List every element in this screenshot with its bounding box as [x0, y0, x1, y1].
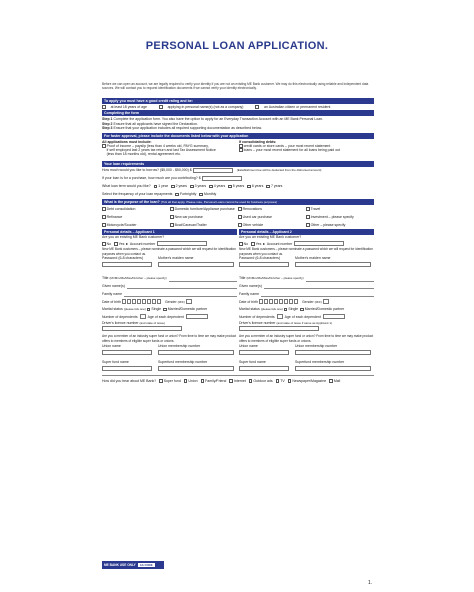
hear-super-checkbox[interactable] — [159, 379, 163, 383]
purpose-motorcycle-label: Motorcycle/Scooter — [106, 222, 137, 227]
applicant-2-gender-input[interactable] — [323, 299, 329, 304]
hear-newspaper-checkbox[interactable] — [288, 379, 292, 383]
contribution-amount-input[interactable] — [202, 176, 242, 181]
hear-mail-checkbox[interactable] — [329, 379, 333, 383]
applicant-1-super-no-label: Superfund membership number — [158, 359, 208, 364]
purpose-boat-checkbox[interactable] — [170, 223, 174, 227]
applicant-1-dependents-input[interactable] — [140, 314, 146, 319]
borrow-label: How much would you like to borrow? ($5,000 - $50,000) — [102, 168, 189, 173]
applicant-1-no-label: No — [106, 241, 112, 246]
income-proof-line-1: Proof of income – payslip (less than 4 weeks old, PAYG summary, — [106, 143, 209, 148]
income-proof-line-2: if self employed last 2 years tax return and last Tax Assessment Notice — [106, 147, 216, 152]
applicant-2-licence-label: Driver's licence number — [239, 321, 276, 326]
applicant-1-new-note: New ME Bank customers – please nominate a password which we will request for identification purposes when you contact us. — [102, 247, 236, 256]
applicant-2-dependents-input[interactable] — [277, 314, 283, 319]
steps-list — [102, 116, 374, 132]
applicant-2-yes-checkbox[interactable] — [251, 242, 255, 246]
applicant-2-oldest-label: Age of each dependent — [284, 314, 321, 319]
documents-left — [102, 140, 237, 159]
applicant-1-family-label: Family name — [102, 291, 123, 296]
hear-super-label: Super fund — [163, 378, 181, 383]
hear-outdoor-checkbox[interactable] — [249, 379, 253, 383]
office-use-label: ME BANK USE ONLY — [104, 563, 136, 567]
applicant-2-family-label: Family name — [239, 291, 260, 296]
hear-outdoor-label: Outdoor ads — [253, 378, 273, 383]
applicant-2-union-question: Are you a member of an industry super fund or union? From time to time we may make product offers to members of eligible super funds or unions. — [239, 334, 374, 343]
term-6-label: 6 years — [251, 184, 264, 189]
applicant-1-union-no-label: Union membership number — [158, 343, 201, 348]
fortnightly-checkbox[interactable] — [175, 193, 179, 197]
loan-statement-checkbox[interactable] — [239, 148, 243, 152]
applicant-1-title-input[interactable] — [169, 275, 237, 282]
applicant-1-dob-label: Date of birth — [102, 299, 122, 304]
applicant-2-married-checkbox[interactable] — [300, 308, 304, 312]
personal-name-checkbox[interactable] — [159, 105, 163, 109]
applicant-1-yes-label: Yes — [118, 241, 125, 246]
office-code[interactable]: AA CODE — [139, 563, 153, 567]
term-2-label: 2 years — [175, 184, 188, 189]
term-4-checkbox[interactable] — [209, 185, 213, 189]
applicant-2-given-label: Given name(s) — [239, 283, 262, 288]
applicant-2-maiden-label: Mother's maiden name — [295, 256, 331, 261]
applicant-1-oldest-input[interactable] — [186, 314, 208, 319]
applicant-2-family-input[interactable] — [261, 290, 374, 297]
borrow-currency: $ — [189, 168, 192, 173]
applicant-2-union-no-input[interactable] — [295, 350, 371, 355]
frequency-label: Select the frequency of your loan repayments — [102, 192, 173, 197]
applicant-2-marital-label: Marital status — [239, 307, 260, 312]
intro-text: Before we can open an account, we are legally required to verify your identity if you are not an existing ME Bank customer. We may do this electronically using reliable and independent data sources. We will contact you to request identification documents if we cannot verify your identity electronically. — [102, 82, 369, 91]
applicant-2: Personal details – Applicant 2 Are you an existing ME Bank customer? No Yes ► Account number New ME Bank customers – please nominate a password which we will request for identification purposes when you contact us. Password (6-8 characters) Mother's maiden name Title (Mr/Mrs/Ms/Miss/Dr/other – please specify) Given name(s) Family name Date of birth Gender (M/F) Marital status (please tick one) Single Married/Domestic partner Number of dependents Age of each dependent Driver's licence number (and state of issue if same as Applicant 1) Are you a member of an industry super fund or union? From time to time we may make product offers to members of eligible super funds or unions. Union name Union membership number Super fund name Superfund membership number — [239, 229, 374, 372]
applicant-2-union-input[interactable] — [239, 350, 289, 355]
applicant-2-account-label: Account number — [266, 241, 293, 246]
applicant-1-family-input[interactable] — [124, 290, 237, 297]
term-5-checkbox[interactable] — [228, 185, 232, 189]
step-2-label: Step 2 — [102, 121, 113, 126]
monthly-checkbox[interactable] — [199, 193, 203, 197]
citizen-label: an Australian citizen or permanent resident — [264, 105, 331, 110]
applicant-2-oldest-input[interactable] — [323, 314, 345, 319]
applicant-1-licence-note: (and state of issue) — [139, 321, 165, 326]
applicant-2-licence-input[interactable] — [239, 326, 319, 331]
applicant-1-maiden-input[interactable] — [158, 262, 234, 267]
applicant-1-given-input[interactable] — [127, 282, 237, 289]
loan-statement-label: loans – your most recent statement for all loans being paid out — [243, 147, 341, 152]
applicant-2-marital-note: (please tick one) — [260, 307, 283, 312]
applicant-1-union-input[interactable] — [102, 350, 152, 355]
applicant-1-single-checkbox[interactable] — [147, 308, 151, 312]
hear-union-label: Union — [188, 378, 198, 383]
step-1-label: Step 1 — [102, 117, 113, 122]
applicant-2-married-label: Married/Domestic partner — [304, 307, 345, 312]
purpose-renovations-label: Renovations — [242, 207, 263, 212]
purpose-used-car-label: Used car purchase — [242, 214, 272, 219]
applicant-2-union-label: Union name — [239, 343, 258, 348]
applicant-2-existing-label: Are you an existing ME Bank customer? — [239, 235, 302, 240]
contribution-currency: $ — [198, 176, 201, 181]
card-statement-label: credit cards or store cards – your most recent statement — [243, 143, 331, 148]
applicant-1-oldest-label: Age of each dependent — [147, 314, 184, 319]
step-3-label: Step 3 — [102, 126, 113, 131]
applicant-2-licence-note: (and state of issue if same as Applicant 1) — [276, 321, 332, 326]
hear-newspaper-label: Newspaper/Magazine — [292, 378, 327, 383]
applicant-1-single-label: Single — [151, 307, 162, 312]
term-2-checkbox[interactable] — [171, 185, 175, 189]
documents-left-title: All applications must include: — [102, 139, 152, 144]
purpose-title: What is the purpose of the loan? — [104, 199, 160, 204]
purpose-investment-checkbox[interactable] — [306, 215, 310, 219]
hear-mail-label: Mail — [333, 378, 341, 383]
page-number: 1. — [368, 580, 373, 586]
documents-right-title: If consolidating debts: — [239, 139, 277, 144]
term-1-checkbox[interactable] — [154, 185, 158, 189]
applicant-1-licence-label: Driver's licence number — [102, 321, 139, 326]
hear-tv-label: TV — [280, 378, 285, 383]
applicant-1-header: Personal details – Applicant 1 — [102, 229, 237, 235]
purpose-refinance-checkbox[interactable] — [102, 215, 106, 219]
monthly-label: Monthly — [203, 192, 217, 197]
applicant-1-title-options: (Mr/Mrs/Ms/Miss/Dr/other – please specify) — [109, 276, 167, 281]
purpose-renovations-checkbox[interactable] — [238, 207, 242, 211]
age-label: at least 18 years of age — [110, 105, 147, 110]
applicant-1-maiden-label: Mother's maiden name — [158, 256, 194, 261]
fortnightly-label: Fortnightly — [180, 192, 197, 197]
applicant-1-dob-input[interactable] — [122, 299, 162, 304]
applicant-2-single-checkbox[interactable] — [284, 308, 288, 312]
age-checkbox[interactable] — [102, 105, 106, 109]
purpose-travel-checkbox[interactable] — [306, 207, 310, 211]
applicant-1-union-label: Union name — [102, 343, 121, 348]
personal-name-label: applying in personal name(s) (not as a company) — [167, 105, 244, 110]
applicant-1-account-label: Account number — [129, 241, 156, 246]
applicant-2-super-no-input[interactable] — [295, 366, 371, 371]
applicant-2-yes-label: Yes — [255, 241, 262, 246]
applicant-1-union-question: Are you a member of an industry super fund or union? From time to time we may make product offers to members of eligible super funds or unions. — [102, 334, 237, 343]
applicant-2-maiden-input[interactable] — [295, 262, 371, 267]
citizen-checkbox[interactable] — [255, 105, 259, 109]
purpose-other-checkbox[interactable] — [306, 223, 310, 227]
office-use-box — [102, 561, 164, 569]
applicant-2-gender-label: Gender — [301, 299, 314, 304]
applicant-1-existing-label: Are you an existing ME Bank customer? — [102, 235, 165, 240]
term-3-checkbox[interactable] — [190, 185, 194, 189]
purpose-other-label: Other – please specify — [310, 222, 346, 227]
purpose-debt-checkbox[interactable] — [102, 207, 106, 211]
applicant-2-password-input[interactable] — [239, 262, 289, 267]
purpose-furniture-label: Domestic furniture/Appliance purchase — [174, 207, 235, 212]
purpose-travel-label: Travel — [310, 207, 321, 212]
hear-union-checkbox[interactable] — [184, 379, 188, 383]
purpose-new-car-checkbox[interactable] — [170, 215, 174, 219]
applicant-1-dependents-label: Number of dependents — [102, 314, 138, 319]
documents-right — [239, 140, 374, 159]
purpose-note: (Tick all that apply. Please note, Personal Loans cannot be used for business purposes) — [160, 199, 278, 204]
purpose-debt-label: Debt consolidation — [106, 207, 136, 212]
applicant-2-no-checkbox[interactable] — [239, 242, 243, 246]
contribution-label: If your loan is for a purchase, how much are you contributing? — [102, 176, 198, 181]
purpose-grid — [102, 205, 374, 230]
term-3-label: 3 years — [194, 184, 207, 189]
applicant-1-gender-options: (M/F) — [177, 299, 185, 304]
purpose-other-vehicle-checkbox[interactable] — [238, 223, 242, 227]
term-5-label: 5 years — [232, 184, 245, 189]
applicant-1-no-checkbox[interactable] — [102, 242, 106, 246]
step-1-text: Complete the application form. You also have the option to apply for an Everyday Transaction Account with an ME Bank Personal Loan. — [113, 117, 324, 122]
page-title: PERSONAL LOAN APPLICATION. — [145, 40, 329, 52]
applicant-2-super-no-label: Superfund membership number — [295, 359, 345, 364]
applicant-2-new-note: New ME Bank customers – please nominate a password which we will request for identification purposes when you contact us. — [239, 247, 373, 256]
documents-header: For faster approval, please include the documents listed below with your application — [102, 133, 374, 139]
term-6-checkbox[interactable] — [247, 185, 251, 189]
applicant-1-married-checkbox[interactable] — [163, 308, 167, 312]
applicant-1-married-label: Married/Domestic partner — [167, 307, 208, 312]
purpose-motorcycle-checkbox[interactable] — [102, 223, 106, 227]
eligibility-header: To apply you must have a good credit rating and be: — [102, 98, 374, 104]
documents-columns — [102, 139, 374, 161]
term-7-checkbox[interactable] — [266, 185, 270, 189]
applicant-1-marital-label: Marital status — [102, 307, 123, 312]
applicant-2-title-label: Title — [239, 276, 246, 281]
applicant-2-super-input[interactable] — [239, 366, 289, 371]
applicant-2-password-label: Password (6-8 characters) — [239, 256, 281, 261]
hear-internet-label: Internet — [233, 378, 246, 383]
applicant-1-password-input[interactable] — [102, 262, 152, 267]
applicant-1-marital-note: (please tick one) — [123, 307, 146, 312]
applicant-2-dob-input[interactable] — [259, 299, 299, 304]
hear-internet-checkbox[interactable] — [229, 379, 233, 383]
card-statement-checkbox[interactable] — [239, 144, 243, 148]
hear-tv-checkbox[interactable] — [276, 379, 280, 383]
application-form — [102, 98, 374, 385]
borrow-amount-input[interactable] — [193, 168, 233, 173]
applicant-2-title-options: (Mr/Mrs/Ms/Miss/Dr/other – please specify) — [246, 276, 304, 281]
applicant-2-gender-options: (M/F) — [314, 299, 322, 304]
step-3-text: Ensure that your application includes all required supporting documentation as described below. — [113, 126, 262, 131]
applicant-2-title-input[interactable] — [306, 275, 374, 282]
purpose-other-vehicle-label: Other vehicle — [242, 222, 264, 227]
purpose-investment-label: Investment – please specify — [310, 214, 354, 219]
term-label: What loan term would you like? — [102, 184, 151, 189]
applicant-2-dependents-label: Number of dependents — [239, 314, 275, 319]
borrow-note: (Establishment fee will be deducted from the disbursed amount) — [236, 168, 322, 173]
applicant-2-given-input[interactable] — [264, 282, 374, 289]
applicant-1: Personal details – Applicant 1 Are you an existing ME Bank customer? No Yes ► Account number New ME Bank customers – please nominate a password which we will request for identification purposes when you contact us. Password (6-8 characters) Mother's maiden name Title (Mr/Mrs/Ms/Miss/Dr/other – please specify) Given name(s) Family name Date of birth Gender (M/F) Marital status (please tick one) Single Married/Domestic partner Number of dependents Age of each dependent Driver's licence number (and state of issue) Are you a member of an industry super fund or union? From time to time we may make product offers to members of eligible super funds or unions. Union name Union membership number Super fund name Superfund membership number — [102, 229, 237, 372]
applicant-2-no-label: No — [243, 241, 249, 246]
applicant-2-dob-label: Date of birth — [239, 299, 259, 304]
completing-header: Completing the form — [102, 110, 374, 116]
applicant-2-header: Personal details – Applicant 2 — [239, 229, 374, 235]
applicant-1-given-label: Given name(s) — [102, 283, 125, 288]
purpose-boat-label: Boat/Caravan/Trailer — [174, 222, 207, 227]
term-4-label: 4 years — [213, 184, 226, 189]
applicant-1-super-input[interactable] — [102, 366, 152, 371]
applicant-1-licence-input[interactable] — [102, 326, 182, 331]
term-1-label: 1 year — [158, 184, 168, 189]
hear-label: How did you hear about ME Bank? — [102, 378, 157, 383]
purpose-used-car-checkbox[interactable] — [238, 215, 242, 219]
applicant-1-gender-input[interactable] — [186, 299, 192, 304]
purpose-furniture-checkbox[interactable] — [170, 207, 174, 211]
applicant-1-super-no-input[interactable] — [158, 366, 234, 371]
income-proof-checkbox[interactable] — [102, 144, 106, 148]
applicant-2-single-label: Single — [288, 307, 299, 312]
applicant-1-password-label: Password (6-8 characters) — [102, 256, 144, 261]
applicant-2-super-label: Super fund name — [239, 359, 266, 364]
purpose-refinance-label: Refinance — [106, 214, 123, 219]
applicant-1-title-label: Title — [102, 276, 109, 281]
applicant-2-account-input[interactable] — [294, 241, 344, 246]
applicant-1-super-label: Super fund name — [102, 359, 129, 364]
term-7-label: 7 years — [270, 184, 283, 189]
step-2-text: Ensure that all applicants have signed the Declaration. — [113, 121, 198, 126]
hear-family-label: Family/Friend — [205, 378, 227, 383]
applicant-1-account-input[interactable] — [157, 241, 207, 246]
applicant-1-union-no-input[interactable] — [158, 350, 234, 355]
applicant-1-yes-checkbox[interactable] — [114, 242, 118, 246]
applicant-1-gender-label: Gender — [164, 299, 177, 304]
requirements-header: Your loan requirements — [102, 161, 374, 167]
hear-family-checkbox[interactable] — [201, 379, 205, 383]
applicant-2-union-no-label: Union membership number — [295, 343, 338, 348]
purpose-new-car-label: New car purchase — [174, 214, 203, 219]
income-proof-line-3: (less than 18 months old), rental agreement etc. — [106, 152, 181, 157]
applicants-columns — [102, 229, 374, 372]
